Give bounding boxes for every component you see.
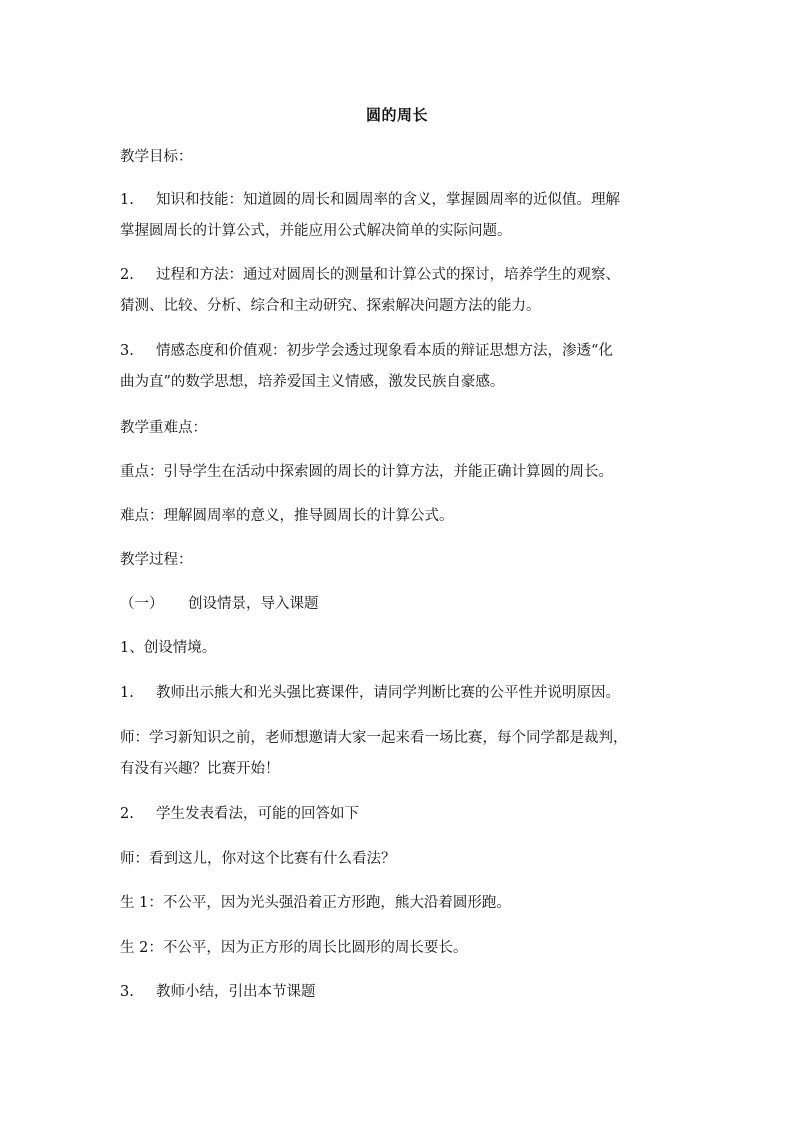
- step-2: [120, 804, 680, 825]
- objective-1-text: 知识和技能：知道圆的周长和圆周率的含义，掌握圆周率的近似值。理解: [156, 192, 620, 208]
- section-1-title: 创设情景，导入课题: [188, 596, 319, 612]
- teacher-line-1b: 有没有兴趣？比赛开始！: [120, 761, 280, 777]
- subsection-1: 1、创设情境。: [120, 640, 217, 656]
- section-1-number: （一）: [120, 596, 164, 612]
- difficult-point: 难点：理解圆周率的意义，推导圆周长的计算公式。: [120, 508, 454, 524]
- objective-2-number: 2.: [120, 267, 134, 283]
- document-title: 圆的周长: [365, 106, 428, 124]
- teacher-line-2: 师：看到这儿，你对这个比赛有什么看法？: [120, 851, 396, 867]
- objective-1-line2: 掌握圆周长的计算公式，并能应用公式解决简单的实际问题。: [120, 223, 512, 239]
- key-point: 重点：引导学生在活动中探索圆的周长的计算方法，并能正确计算圆的周长。: [120, 464, 613, 480]
- step-2-text: 学生发表看法，可能的回答如下: [156, 806, 359, 822]
- objective-2-text: 过程和方法：通过对圆周长的测量和计算公式的探讨，培养学生的观察、: [156, 267, 620, 283]
- step-1: [120, 683, 680, 704]
- objective-2-line2: 猜测、比较、分析、综合和主动研究、探索解决问题方法的能力。: [120, 298, 541, 314]
- teacher-line-1a: 师：学习新知识之前，老师想邀请大家一起来看一场比赛，每个同学都是裁判，: [120, 730, 628, 746]
- objective-1-line1: [120, 190, 680, 211]
- objective-2-line1: [120, 265, 680, 286]
- step-3-text: 教师小结，引出本节课题: [156, 984, 316, 1000]
- process-heading: 教学过程：: [120, 552, 193, 568]
- objectives-heading: 教学目标：: [120, 149, 193, 165]
- step-3-number: 3.: [120, 984, 134, 1000]
- objective-3-text: 情感态度和价值观：初步学会透过现象看本质的辩证思想方法，渗透“化: [156, 343, 613, 359]
- objective-1-number: 1.: [120, 192, 134, 208]
- step-3: [120, 982, 680, 1003]
- objective-3-number: 3.: [120, 343, 134, 359]
- step-1-number: 1.: [120, 685, 134, 701]
- section-1-heading: [120, 594, 680, 615]
- step-1-text: 教师出示熊大和光头强比赛课件，请同学判断比赛的公平性并说明原因。: [156, 685, 620, 701]
- step-2-number: 2.: [120, 806, 134, 822]
- student-answer-1: 生 1：不公平，因为光头强沿着正方形跑，熊大沿着圆形跑。: [120, 895, 511, 911]
- objective-3-line1: [120, 341, 680, 362]
- student-answer-2: 生 2：不公平，因为正方形的周长比圆形的周长要长。: [120, 940, 468, 956]
- objective-3-line2: 曲为直”的数学思想，培养爱国主义情感，激发民族自豪感。: [120, 374, 505, 390]
- key-points-heading: 教学重难点：: [120, 420, 207, 436]
